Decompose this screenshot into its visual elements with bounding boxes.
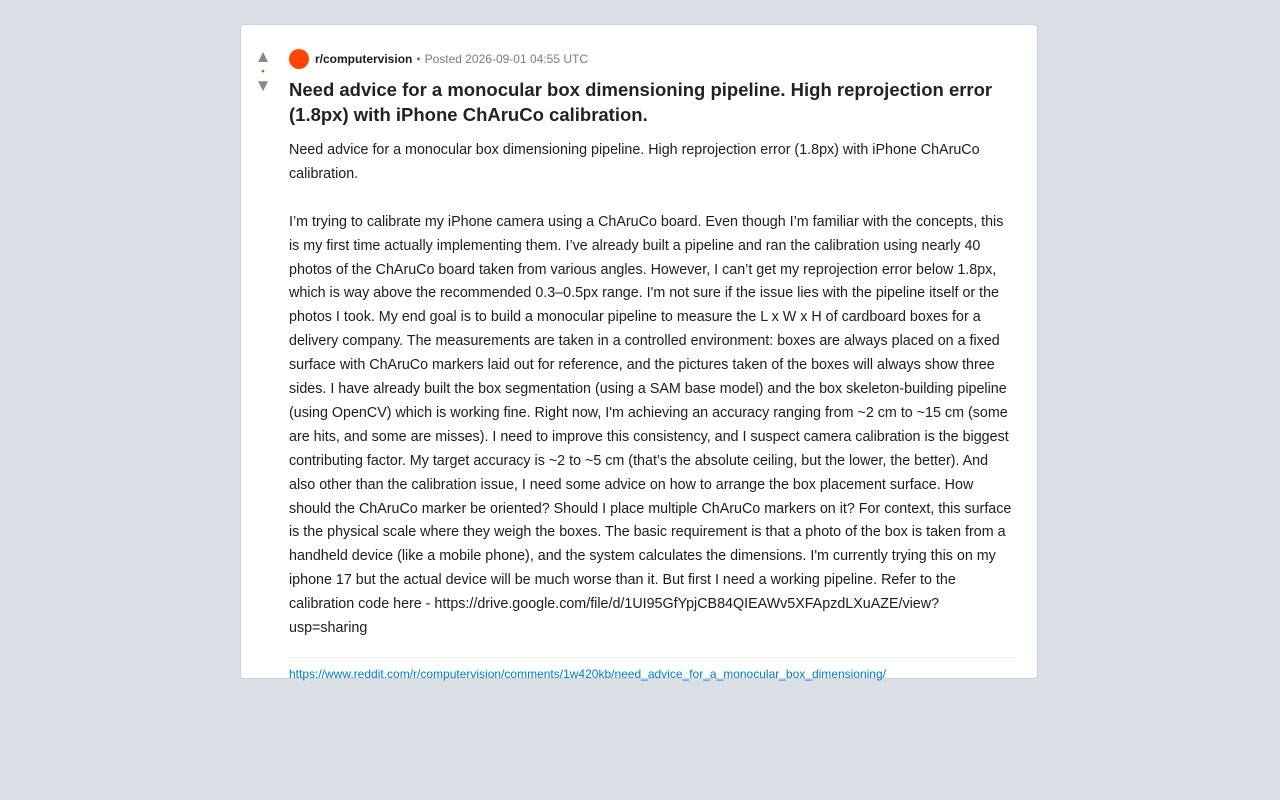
upvote-arrow-icon[interactable]: ▲ <box>254 47 272 66</box>
post-body <box>289 139 1015 641</box>
post-content <box>289 49 1015 681</box>
post-permalink[interactable]: https://www.reddit.com/r/computervision/comments/1w420kb/need_advice_for_a_monocular_box_dimensioning/ <box>289 667 886 682</box>
post-body-paragraph: I’m trying to calibrate my iPhone camera using a ChAruCo board. Even though I’m familiar with the concepts, this is my first time actually implementing them. I’ve already built a pipeline and ran the calibration using nearly 40 photos of the ChAruCo board taken from various angles. However, I can’t get my reprojection error below 1.8px, which is way above the recommended 0.3–0.5px range. I'm not sure if the issue lies with the pipeline itself or the photos I took. My end goal is to build a monocular pipeline to measure the L x W x H of cardboard boxes for a delivery company. The measurements are taken in a controlled environment: boxes are always placed on a fixed surface with ChAruCo markers laid out for reference, and the pictures taken of the boxes will always show three sides. I have already built the box segmentation (using a SAM base model) and the box skeleton-building pipeline (using OpenCV) which is working fine. Right now, I'm achieving an accuracy ranging from ~2 cm to ~15 cm (some are hits, and some are misses). I need to improve this consistency, and I suspect camera calibration is the biggest contributing factor. My target accuracy is ~2 to ~5 cm (that’s the absolute ceiling, but the lower, the better). And also other than the calibration issue, I need some advice on how to arrange the box placement surface. How should the ChAruCo marker be oriented? Should I place multiple ChAruCo markers on it? For context, this surface is the physical scale where they weigh the boxes. The basic requirement is that a photo of the box is taken from a handheld device (like a mobile phone), and the system calculates the dimensions. I'm currently trying this on my iphone 17 but the actual device will be much worse than it. But first I need a working pipeline. Refer to the calibration code here - https://drive.google.com/file/d/1UI95GfYpjCB84QIEAWv5XFApzdLXuAZE/view?usp=sharing <box>289 213 1012 637</box>
subreddit-icon[interactable] <box>289 49 309 69</box>
post-timestamp: Posted 2026-09-01 04:55 UTC <box>424 52 588 66</box>
post-meta <box>289 49 1015 69</box>
post-body-paragraph: Need advice for a monocular box dimensioning pipeline. High reprojection error (1.8px) with iPhone ChAruCo calibration. <box>289 142 980 182</box>
meta-separator: • <box>416 52 421 66</box>
post-title[interactable]: Need advice for a monocular box dimensioning pipeline. High reprojection error (1.8px) with iPhone ChAruCo calibration. <box>289 79 993 125</box>
post-card <box>240 24 1038 682</box>
downvote-arrow-icon[interactable]: ▼ <box>254 76 272 95</box>
vote-score: • <box>261 66 265 76</box>
divider <box>289 657 1015 658</box>
vote-column <box>241 47 285 96</box>
subreddit-name[interactable]: r/computervision <box>315 52 413 66</box>
